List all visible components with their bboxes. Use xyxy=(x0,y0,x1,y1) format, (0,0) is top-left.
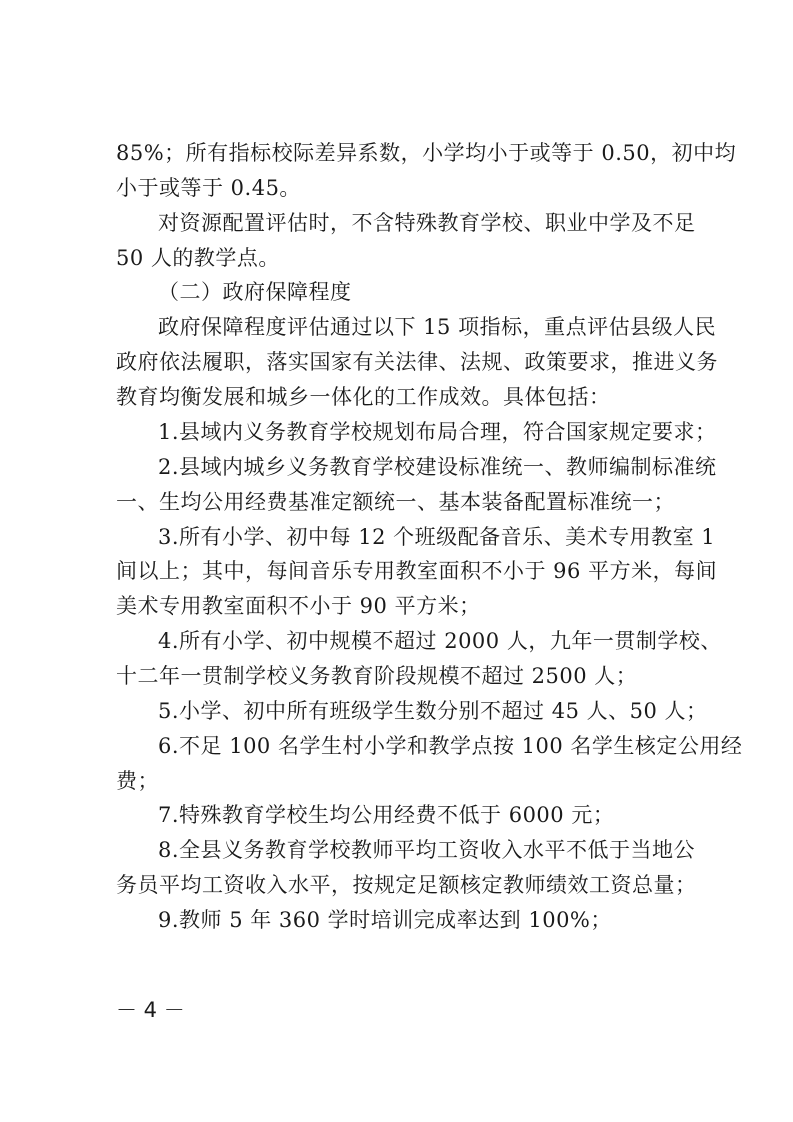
text-line: 一、生均公用经费基准定额统一、基本装备配置标准统一； xyxy=(116,489,675,514)
list-item: 1.县域内义务教育学校规划布局合理，符合国家规定要求； xyxy=(158,419,717,444)
section-heading: （二）政府保障程度 xyxy=(158,280,352,305)
text-line: 教育均衡发展和城乡一体化的工作成效。具体包括： xyxy=(116,385,611,410)
list-item: 4.所有小学、初中规模不超过 2000 人，九年一贯制学校、 xyxy=(158,629,722,654)
text-line: 费； xyxy=(116,768,159,793)
text-line: 50 人的教学点。 xyxy=(116,245,280,270)
list-item: 7.特殊教育学校生均公用经费不低于 6000 元； xyxy=(158,803,615,828)
text-line: 十二年一贯制学校义务教育阶段规模不超过 2500 人； xyxy=(116,663,638,688)
list-item: 9.教师 5 年 360 学时培训完成率达到 100%； xyxy=(158,908,612,932)
text-line: 间以上；其中，每间音乐专用教室面积不小于 96 平方米，每间 xyxy=(116,559,718,584)
list-item: 8.全县义务教育学校教师平均工资收入水平不低于当地公 xyxy=(158,838,696,863)
text-line: 美术专用教室面积不小于 90 平方米； xyxy=(116,594,481,619)
list-item: 5.小学、初中所有班级学生数分别不超过 45 人、50 人； xyxy=(158,698,708,723)
list-item: 6.不足 100 名学生村小学和教学点按 100 名学生核定公用经 xyxy=(158,733,743,758)
list-item: 2.县域内城乡义务教育学校建设标准统一、教师编制标准统 xyxy=(158,454,717,479)
text-line: 对资源配置评估时，不含特殊教育学校、职业中学及不足 xyxy=(158,210,696,235)
text-line: 政府依法履职，落实国家有关法律、法规、政策要求，推进义务 xyxy=(116,350,718,375)
list-item: 3.所有小学、初中每 12 个班级配备音乐、美术专用教室 1 xyxy=(158,524,716,549)
text-line: 85%；所有指标校际差异系数，小学均小于或等于 0.50，初中均 xyxy=(116,141,737,165)
text-line: 小于或等于 0.45。 xyxy=(116,175,301,200)
page-number: － 4 － xyxy=(116,998,185,1022)
text-line: 务员平均工资收入水平，按规定足额核定教师绩效工资总量； xyxy=(116,873,697,898)
text-line: 政府保障程度评估通过以下 15 项指标，重点评估县级人民 xyxy=(158,315,717,340)
